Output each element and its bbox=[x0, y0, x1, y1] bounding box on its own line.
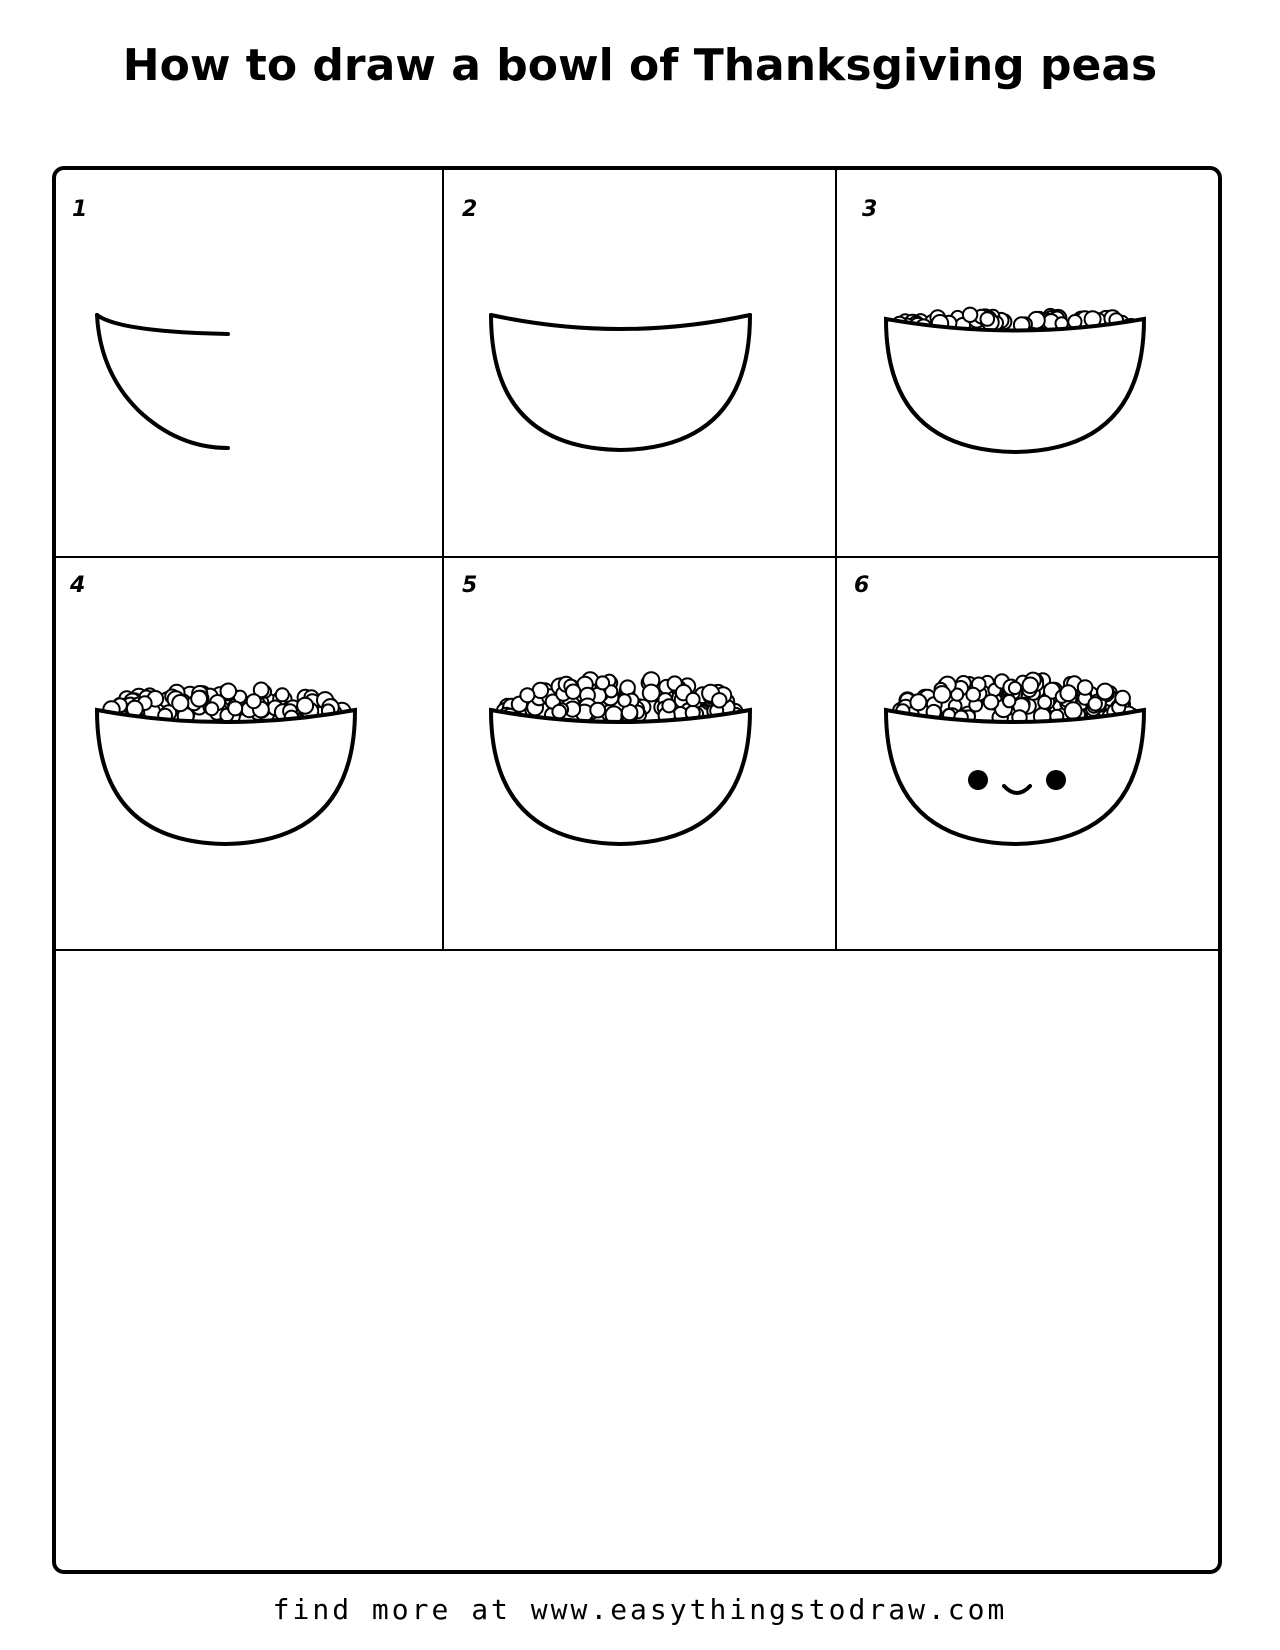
pea-icon bbox=[552, 705, 566, 719]
pea-icon bbox=[1115, 691, 1130, 706]
step-number-4: 4 bbox=[70, 573, 86, 598]
pea-icon bbox=[910, 694, 926, 710]
pea-icon bbox=[191, 691, 207, 707]
pea-icon bbox=[686, 693, 699, 706]
pea-icon bbox=[984, 695, 999, 710]
step-number-6: 6 bbox=[854, 573, 870, 598]
pea-icon bbox=[662, 699, 675, 712]
step-5-drawing bbox=[491, 672, 750, 844]
pea-icon bbox=[276, 688, 289, 701]
pea-icon bbox=[297, 698, 313, 714]
step-number-2: 2 bbox=[462, 197, 478, 222]
step-1-drawing bbox=[97, 315, 228, 448]
bowl-body bbox=[491, 315, 750, 450]
pea-icon bbox=[1097, 684, 1113, 700]
bowl-body bbox=[491, 710, 750, 844]
step-number-5: 5 bbox=[462, 573, 478, 598]
pea-icon bbox=[1078, 680, 1093, 695]
pea-icon bbox=[643, 685, 660, 702]
bowl-rim bbox=[491, 315, 750, 329]
pea-icon bbox=[618, 694, 630, 706]
step-6-drawing bbox=[886, 673, 1144, 844]
page-title: How to draw a bowl of Thanksgiving peas bbox=[122, 40, 1158, 91]
pea-icon bbox=[1023, 678, 1039, 694]
pea-icon bbox=[228, 701, 242, 715]
pea-icon bbox=[520, 688, 534, 702]
pea-icon bbox=[981, 312, 995, 326]
pea-icon bbox=[1003, 695, 1015, 707]
pea-icon bbox=[712, 693, 726, 707]
pea-icon bbox=[966, 688, 980, 702]
bowl-body bbox=[97, 710, 355, 844]
pea-icon bbox=[934, 686, 951, 703]
left-eye-icon bbox=[968, 770, 988, 790]
pea-icon bbox=[247, 694, 261, 708]
pea-icon bbox=[1038, 696, 1051, 709]
pea-icon bbox=[1060, 685, 1076, 701]
pea-icon bbox=[590, 703, 605, 718]
pea-icon bbox=[221, 684, 237, 700]
bowl-body bbox=[886, 710, 1144, 844]
step-number-3: 3 bbox=[862, 197, 878, 222]
pea-icon bbox=[1065, 702, 1082, 719]
step-2-drawing bbox=[491, 315, 750, 450]
step-4-drawing bbox=[97, 683, 355, 845]
right-eye-icon bbox=[1046, 770, 1066, 790]
pea-icon bbox=[205, 702, 218, 715]
pea-icon bbox=[963, 308, 977, 322]
step-3-drawing bbox=[886, 308, 1144, 452]
pea-icon bbox=[566, 685, 580, 699]
pea-icon bbox=[1009, 682, 1021, 694]
pea-icon bbox=[1089, 697, 1102, 710]
pea-icon bbox=[596, 676, 609, 689]
footer-credit: find more at www.easythingstodraw.com bbox=[272, 1593, 1008, 1626]
pea-icon bbox=[172, 695, 188, 711]
bowl-body bbox=[886, 319, 1144, 452]
bowl-rim-left bbox=[97, 315, 228, 334]
step-number-1: 1 bbox=[72, 197, 88, 222]
